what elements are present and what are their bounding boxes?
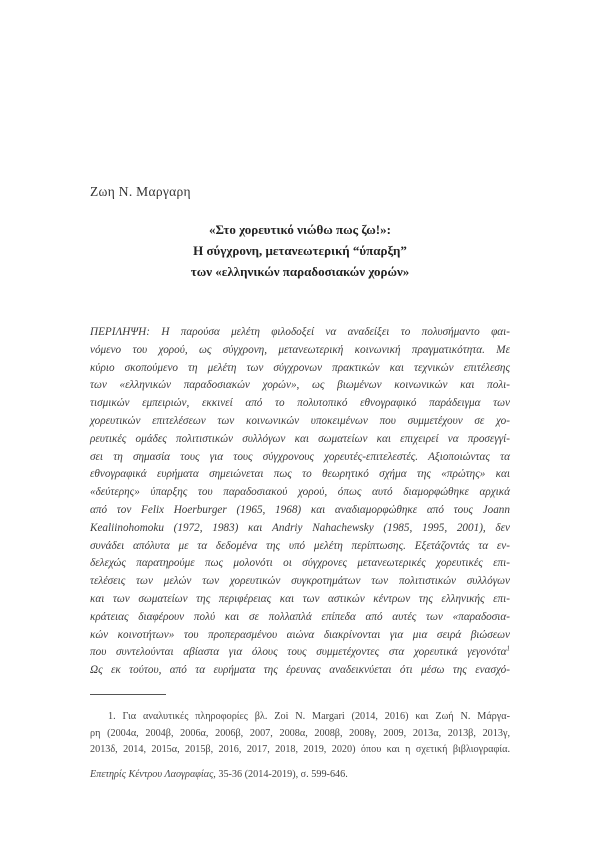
abstract-line: «δεύτερης» ύπαρξης του παραδοσιακού χορού, όπως αυτό διαμορφώθηκε αρχικά (90, 486, 510, 499)
abstract-line (90, 644, 510, 662)
abstract-line: ΠΕΡΙΛΗΨΗ: Η παρούσα μελέτη φιλοδοξεί να αναδείξει το πολυσήμαντο φαι- (90, 326, 510, 338)
abstract-line: τελέσεις των μελών των χορευτικών συγκροτημάτων των πολιτιστικών συλλόγων (90, 575, 510, 588)
abstract-line-text: που συντελούνται αβίαστα για όλους τους συμμετέχοντες στα χορευτικά γεγονότα (90, 646, 507, 659)
title-line: των «ελληνικών παραδοσιακών χορών» (190, 264, 410, 279)
abstract-line: των «ελληνικών παραδοσιακών χορών», ως βιωμένων κοινωνικών και πολι- (90, 379, 510, 392)
author-name: Ζωη Ν. Μαργαρη (90, 184, 191, 199)
footnote-line: 2013δ, 2014, 2015α, 2015β, 2016, 2017, 2018, 2019, 2020) όπου και η σχετική βιβλιογραφία. (90, 744, 510, 755)
abstract (90, 324, 510, 680)
abstract-line: κράτειας διαφέρουν πολύ και σε πολλαπλά επίπεδα από αυτές των «παραδοσια- (90, 610, 510, 623)
abstract-line: Kealiinohomoku (1972, 1983) και Andriy Nahachewsky (1985, 1995, 2001), δεν (90, 521, 510, 534)
journal-citation (90, 769, 348, 780)
footnote-line: ρη (2004α, 2004β, 2006α, 2006β, 2007, 2008α, 2008β, 2008γ, 2009, 2013α, 2013β, 2013γ, (90, 727, 510, 739)
footnote-line: 1. Για αναλυτικές πληροφορίες βλ. Zoi N. Margari (2014, 2016) και Ζωή Ν. Μάργα- (108, 711, 510, 722)
abstract-line: χορευτικών επιτελέσεων των κοινωνικών υποκειμένων που συμμετέχουν σε χο- (90, 414, 510, 427)
title-line: «Στο χορευτικό νιώθω πως ζω!»: (209, 222, 391, 237)
journal-details: 35-36 (2014-2019), σ. 599-646. (215, 769, 348, 780)
abstract-line: τισμικών εμπειριών, εκκινεί από το πολυτοπικό εθνογραφικό παράδειγμα των (90, 397, 510, 410)
abstract-line: σει τη σημασία τους για τους σύγχρονους χορευτές-επιτελεστές. Αξιοποιώντας τα (90, 450, 510, 463)
footnote-divider (90, 694, 166, 695)
abstract-line: Ως εκ τούτου, από τα ευρήματα της έρευνας αναδεικνύεται ότι μέσω της ενασχό- (90, 664, 510, 677)
footnote (90, 709, 510, 759)
abstract-line: εθνογραφικά ευρήματα σημειώνεται πως το θεωρητικό σχήμα της «πρώτης» και (90, 468, 510, 481)
title-line: Η σύγχρονη, μετανεωτερική “ύπαρξη” (193, 243, 407, 258)
abstract-line: από τον Felix Hoerburger (1965, 1968) και αναδιαμορφώθηκε από τους Joann (90, 503, 510, 516)
abstract-line: δελεχώς παρατηρούμε πως μολονότι οι σύγχρονες μετανεωτερικές χορευτικές επι- (90, 557, 510, 570)
abstract-line: συνάδει απόλυτα με τα δεδομένα της υπό μελέτη περίπτωσης. Εξετάζοντάς τα εν- (90, 539, 510, 552)
abstract-line: και των σωματείων της περιφέρειας και των αστικών κέντρων της ελληνικής επι- (90, 592, 510, 605)
abstract-line: ρευτικές ομάδες πολιτιστικών συλλόγων και σωματείων και επιχειρεί να προσεγγί- (90, 432, 510, 445)
journal-name: Επετηρίς Κέντρου Λαογραφίας, (90, 769, 216, 780)
article-title (90, 219, 510, 282)
footnote-marker[interactable]: 1 (506, 644, 510, 653)
abstract-line: νόμενο του χορού, ως σύγχρονη, μετανεωτερική κοινωνική πραγματικότητα. Με (90, 343, 510, 356)
abstract-line: κύριο σκοπούμενο τη μελέτη των σύγχρονων πρακτικών και τεχνικών επιτέλεσης (90, 361, 510, 374)
abstract-line: κών κοινοτήτων» του προπερασμένου αιώνα διακρίνονται για μια σειρά βιώσεων (90, 628, 510, 641)
